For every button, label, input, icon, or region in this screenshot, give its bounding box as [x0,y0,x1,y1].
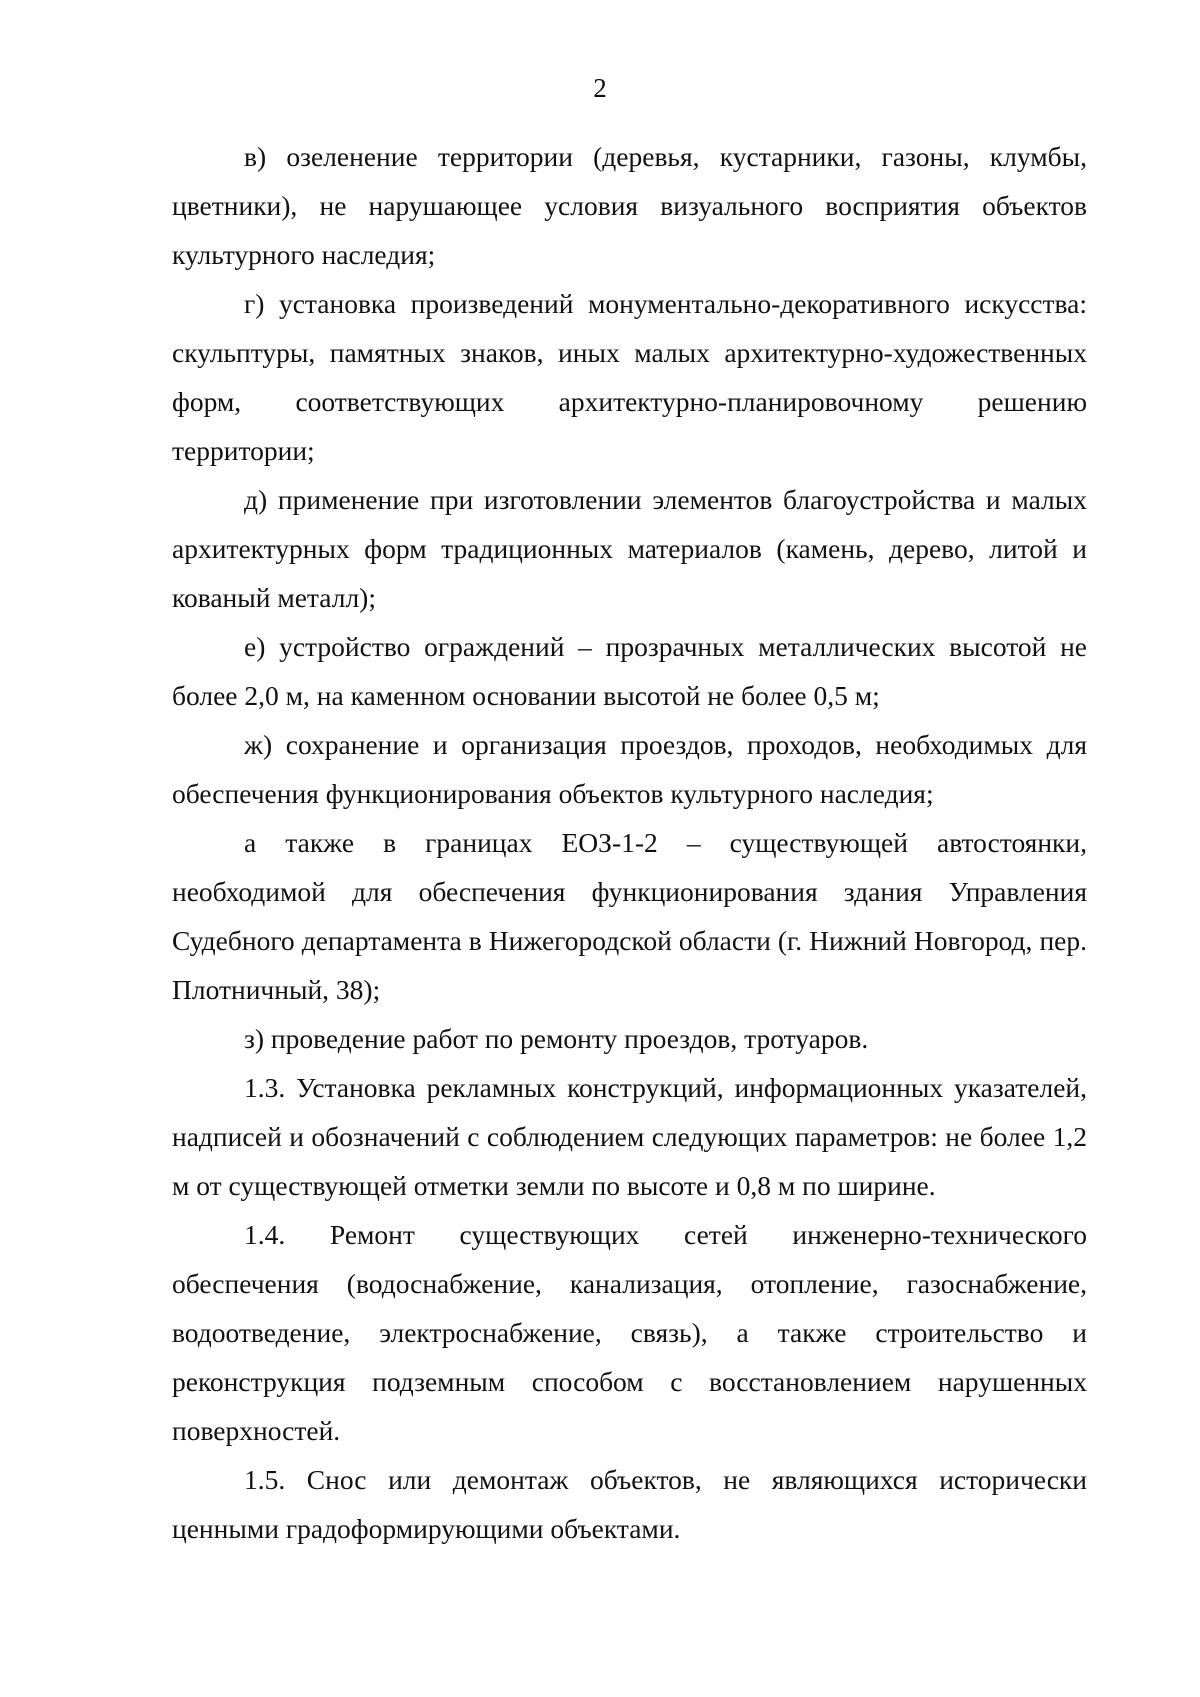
paragraph-g-monuments: г) установка произведений монументально-декоративного искусства: скульптуры, памятных знаков, иных малых архитектурно-художественных форм, соответствующих архитектурно-планировочному решению территории; [172,288,1087,466]
page-number: 2 [593,73,607,103]
paragraph-zh-passages: ж) сохранение и организация проездов, проходов, необходимых для обеспечения функционирования объектов культурного наследия; [172,729,1087,809]
paragraph-1-3-advertising: 1.3. Установка рекламных конструкций, информационных указателей, надписей и обозначений с соблюдением следующих параметров: не более 1,2 м от существующей отметки земли по высоте и 0,8 м по ширине. [172,1072,1087,1201]
paragraph-e-fences: е) устройство ограждений – прозрачных металлических высотой не более 2,0 м, на каменном основании высотой не более 0,5 м; [172,631,1087,711]
paragraph-1-5-demolition: 1.5. Снос или демонтаж объектов, не являющихся исторически ценными градоформирующими объектами. [172,1464,1087,1544]
document-body [172,132,1087,1553]
paragraph-1-4-utilities: 1.4. Ремонт существующих сетей инженерно-технического обеспечения (водоснабжение, канализация, отопление, газоснабжение, водоотведение, электроснабжение, связь), а также строительство и реконструкция подземным способом с восстановлением нарушенных поверхностей. [172,1219,1087,1446]
paragraph-v-landscaping: в) озеленение территории (деревья, кустарники, газоны, клумбы, цветники), не нарушающее условия визуального восприятия объектов культурного наследия; [172,141,1087,270]
paragraph-d-materials: д) применение при изготовлении элементов благоустройства и малых архитектурных форм традиционных материалов (камень, дерево, литой и кованый металл); [172,484,1087,613]
paragraph-parking: а также в границах ЕОЗ-1-2 – существующей автостоянки, необходимой для обеспечения функционирования здания Управления Судебного департамента в Нижегородской области (г. Нижний Новгород, пер. Плотничный, 38); [172,827,1087,1005]
paragraph-z-repairs: з) проведение работ по ремонту проездов, тротуаров. [244,1023,869,1054]
